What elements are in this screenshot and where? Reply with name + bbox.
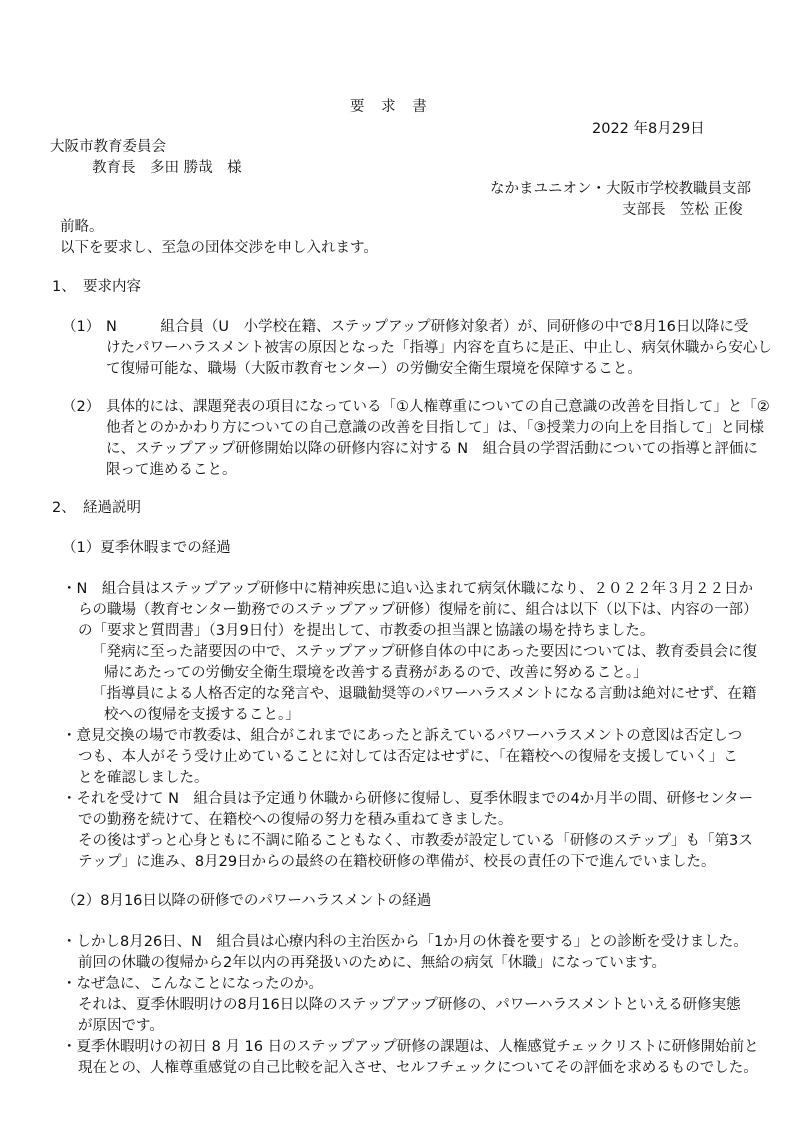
bullet-line: ・N 組合員はステップアップ研修中に精神疾患に追い込まれて病気休職になり、２０２２年３月２２日か xyxy=(62,581,754,597)
bullet-line: ・なぜ急に、こんなことになったのか。 xyxy=(62,976,323,992)
bullet-line: の「要求と質問書」（3月9日付）を提出して、市教委の担当課と協議の場を持ちました。 xyxy=(78,623,655,639)
subsection-2-heading: （2）8月16日以降の研修でのパワーハラスメントの経過 xyxy=(62,893,432,909)
intro-statement: 以下を要求し、至急の団体交渉を申し入れます。 xyxy=(60,240,378,256)
sender-name: 支部長 笠松 正俊 xyxy=(622,202,743,218)
bullet-line: ・夏季休暇明けの初日 8 月 16 日のステップアップ研修の課題は、人権感覚チェックリストに研修開始前と xyxy=(62,1039,759,1055)
bullet-line: が原因です。 xyxy=(78,1018,164,1034)
item-2-marker: （2） xyxy=(62,399,101,415)
sender-organization: なかまユニオン・大阪市学校教職員支部 xyxy=(490,181,751,197)
section-1-heading: 1、 要求内容 xyxy=(52,279,141,295)
item-2-line: に、ステップアップ研修開始以降の研修内容に対する N 組合員の学習活動についての指導と評価に xyxy=(106,441,758,457)
document-title: 要 求 書 xyxy=(350,99,433,115)
quote-line: 「指導員による人格否定的な発言や、退職勧奨等のパワーハラスメントになる言動は絶対にせず、在籍 xyxy=(92,686,757,702)
subsection-1-heading: （1）夏季休暇までの経過 xyxy=(62,540,231,556)
quote-line: 校への復帰を支援すること。」 xyxy=(104,707,300,723)
item-1-line: けたパワーハラスメント被害の原因となった「指導」内容を直ちに是正、中止し、病気休職から安心し xyxy=(106,340,772,356)
recipient-organization: 大阪市教育委員会 xyxy=(50,139,166,155)
greeting: 前略。 xyxy=(60,219,104,235)
bullet-line: での勤務を続けて、在籍校への復帰の努力を積み重ねてきました。 xyxy=(78,812,513,828)
bullet-line: とを確認しました。 xyxy=(78,770,209,786)
bullet-line: 現在との、人権尊重感覚の自己比較を記入させ、セルフチェックについてその評価を求めるものでした。 xyxy=(78,1060,758,1076)
bullet-line: ・しかし8月26日、N 組合員は心療内科の主治医から「1か月の休養を要する」との診断を受けました。 xyxy=(62,934,748,950)
item-1-line: N 組合員（U 小学校在籍、ステップアップ研修対象者）が、同研修の中で8月16日以降に受 xyxy=(106,319,749,335)
bullet-line: らの職場（教育センター勤務でのステップアップ研修）復帰を前に、組合は以下（以下は、内容の一部） xyxy=(78,602,758,618)
item-2-line: 限って進めること。 xyxy=(106,462,237,478)
bullet-line: その後はずっと心身ともに不調に陥ることもなく、市教委が設定している「研修のステップ」も「第3ス xyxy=(78,833,753,849)
bullet-line: ・意見交換の場で市教委は、組合がこれまでにあったと訴えているパワーハラスメントの意図は否定しつ xyxy=(62,728,743,744)
item-1-line: て復帰可能な、職場（大阪市教育センター）の労働安全衛生環境を保障すること。 xyxy=(106,361,642,377)
bullet-line: ・それを受けて N 組合員は予定通り休職から研修に復帰し、夏季休暇までの4か月半の間、研修センター xyxy=(62,791,754,807)
recipient-name: 教育長 多田 勝哉 様 xyxy=(92,160,242,176)
item-2-line: 他者とのかかわり方についての自己意識の改善を目指して」は、「③授業力の向上を目指して」と同様 xyxy=(106,420,764,436)
quote-line: 「発病に至った諸要因の中で、ステップアップ研修自体の中にあった要因については、教育委員会に復 xyxy=(92,644,757,660)
bullet-line: テップ」に進み、8月29日からの最終の在籍校研修の準備が、校長の責任の下で進んでいました。 xyxy=(78,854,716,870)
item-1-marker: （1） xyxy=(62,319,101,335)
document-date: 2022 年8月29日 xyxy=(592,121,705,137)
bullet-line: つも、本人がそう受け止めていることに対しては否定はせずに、「在籍校への復帰を支援していく」こ xyxy=(78,749,738,765)
item-2-line: 具体的には、課題発表の項目になっている「①人権尊重についての自己意識の改善を目指して」と「② xyxy=(106,399,770,415)
bullet-line: 前回の休職の復帰から2年以内の再発扱いのために、無給の病気「休職」になっています。 xyxy=(78,955,667,971)
quote-line: 帰にあたっての労働安全衛生環境を改善する責務があるので、改善に努めること。」 xyxy=(104,665,648,681)
section-2-heading: 2、 経過説明 xyxy=(52,500,141,516)
bullet-line: それは、夏季休暇明けの8月16日以降のステップアップ研修の、パワーハラスメントといえる研修実態 xyxy=(78,997,741,1013)
